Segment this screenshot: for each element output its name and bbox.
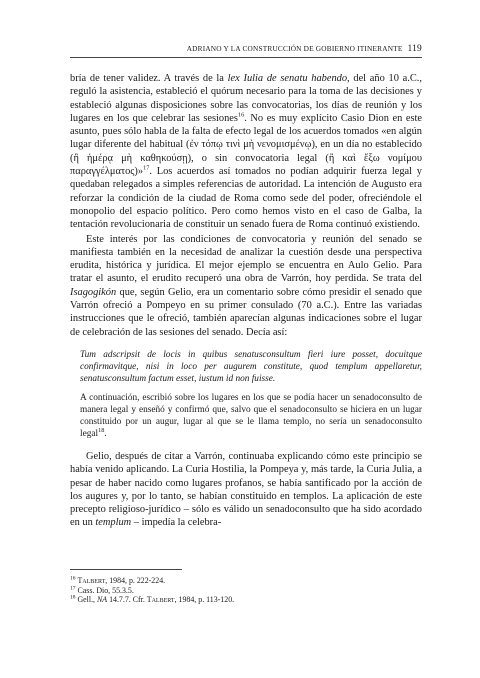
text-run: Cass. Dio, 55.3.5. <box>77 585 134 595</box>
text-run: Este interés por las condiciones de convocatoria y reunión del senado se manifiesta también en la necesidad de analizar la cuestión desde una perspectiva erudita, histórica y jurídica. El mejor ejemplo se encuentra en Aulo Gelio. Para tratar el asunto, el erudito recuperó una obra de Varrón, hoy perdida. Se trata del <box>70 233 422 285</box>
text-run: , 1984, p. 222-224. <box>105 576 166 585</box>
text-run: Gell., <box>77 595 97 605</box>
running-title: ADRIANO Y LA CONSTRUCCIÓN DE GOBIERNO ITINERANTE <box>186 44 403 53</box>
paragraph <box>70 450 422 530</box>
italic-text: templum <box>95 517 132 529</box>
author-name: Talbert <box>146 595 175 605</box>
paragraph <box>70 72 422 232</box>
footnote-ref: 16 <box>237 111 245 119</box>
paragraph <box>70 233 422 339</box>
quote-translation: A continuación, escribió sobre los lugares en los que se podía hacer un senadoconsulto de manera legal y enseñó y confirmó que, salvo que el senadoconsulto se hiciera en un lugar constituido por un augur, lugar al que se le llama templo, no sería un senadoconsulto legal$^{18}$. <box>80 392 422 439</box>
footnote-number: 16 <box>70 575 76 582</box>
footnote-rule <box>70 569 182 570</box>
footnote-number: 18 <box>70 594 76 601</box>
page-number: 119 <box>407 44 422 54</box>
italic-text: Isagogikón <box>70 286 117 298</box>
latin-quote: Tum adscripsit de locis in quibus senatusconsultum fieri iure posset, docuitque confirmavitque, nisi in loco per augurem constitute, quod templum appellaretur, senatusconsultum factum esset, iustum id non fuisse. <box>80 349 422 384</box>
translation-text: A continuación, escribió sobre los lugares en los que se podía hacer un senadoconsulto de manera legal y enseñó y confirmó que, salvo que el senadoconsulto se hiciera en un lugar constituido por un augur, lugar al que se le llama templo, no sería un senadoconsulto legal <box>80 392 422 439</box>
footnote <box>70 576 422 586</box>
author-name: Talbert <box>77 576 106 585</box>
main-text <box>70 72 422 530</box>
footnote <box>70 595 422 605</box>
footnote-ref: 18 <box>98 426 105 434</box>
footnote-ref: 17 <box>143 164 150 172</box>
block-quote <box>70 349 422 440</box>
running-header <box>70 44 422 58</box>
text-run: que, según Gelio, era un comentario sobre cómo presidir el senado que Varrón ofreció a Pompeyo en su primer consulado (70 a.C.). Entre las variadas instrucciones que le ofreció, también aparecían algunas indicaciones sobre el lugar de celebración de las sesiones del senado. Decía así: <box>70 286 422 338</box>
footnote-list <box>70 576 422 605</box>
text-run: bría de tener validez. A través de la <box>70 73 228 84</box>
text-run: . No es muy explícito Casio Dion en este asunto, pues sólo habla de la falta de efecto legal de los acuerdos tomados «en algún lugar diferente del habitual (ἐν τόπῳ τινὶ μὴ νενομισμένῳ), en un día no establecido (ἢ ἡμέρᾳ μὴ καθηκούσῃ), o sin convocatoria legal (ἢ καὶ ἔξω νομίμου παραγγέλματος)» <box>70 112 422 178</box>
footnotes <box>70 569 422 605</box>
footnote <box>70 586 422 596</box>
italic-text: NA <box>97 595 108 605</box>
text-run: 14.7.7. Cfr. <box>107 595 147 605</box>
text-run: Gelio, después de citar a Varrón, continuaba explicando cómo este principio se había venido aplicando. La Curia Hostilia, la Pompeya y, más tarde, la Curia Julia, a pesar de haber nacido como lugares profanos, se había santificado por la acción de los augures y, por lo tanto, se habían constituido en templos. La aplicación de este precepto religioso-jurídico – sólo es válido un senadoconsulto que ha sido acordado en un <box>70 450 422 529</box>
italic-text: lex Iulia de senatu habendo <box>227 73 348 84</box>
text-run: . Los acuerdos así tomados no podían adquirir fuerza legal y quedaban relegados a simples referencias de autoridad. La intención de Augusto era reforzar la condición de la ciudad de Roma como sede del poder, ofreciéndole el monopolio del espacio político. Pero como hemos visto en el caso de Galba, la tentación revolucionaria de constituir un senado fuera de Roma continuó existiendo. <box>70 166 422 231</box>
text-run: – impedía la celebra- <box>131 517 222 529</box>
text-run: , del año 10 a.C., reguló la asistencia, estableció el quórum necesario para la toma de las decisiones y estableció algunas disposiciones sobre las convocatorias, los días de reunión y los lugares en los que celebrar las sesiones <box>70 73 422 124</box>
footnote-number: 17 <box>70 584 76 591</box>
text-run: , 1984, p. 113-120. <box>174 595 235 605</box>
